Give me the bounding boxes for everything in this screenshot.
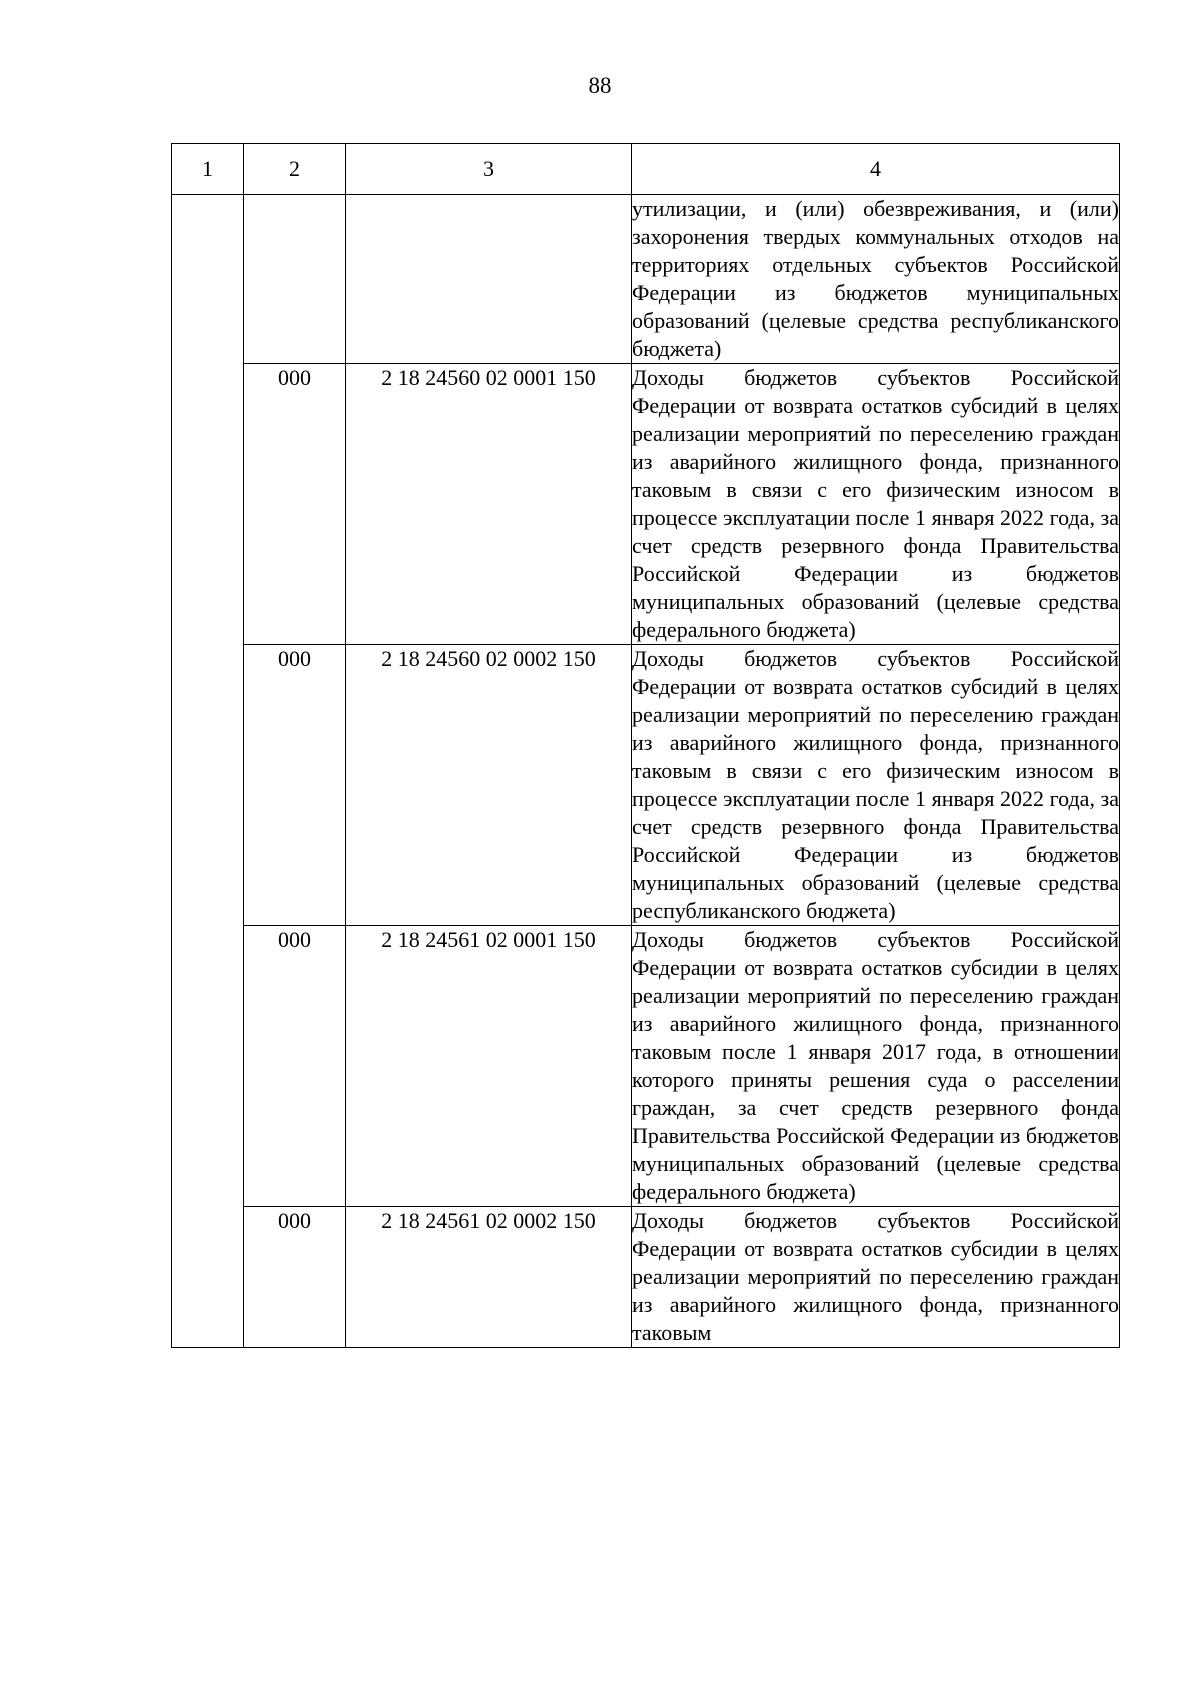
table-row: [172, 195, 1120, 364]
header-row: [172, 144, 1120, 195]
table-row: [172, 364, 1120, 645]
description-cell: Доходы бюджетов субъектов Российской Федерации от возврата остатков субсидий в целях реализации мероприятий по переселению граждан из аварийного жилищного фонда, признанного таковым в связи с его физическим износом в процессе эксплуатации после 1 января 2022 года, за счет средств резервного фонда Правительства Российской Федерации из бюджетов муниципальных образований (целевые средства федерального бюджета): [632, 364, 1120, 645]
header-col-4: 4: [632, 144, 1120, 195]
admin-code-cell: [244, 195, 346, 364]
admin-code-cell: 000: [244, 926, 346, 1207]
income-code-cell: 2 18 24560 02 0001 150: [346, 364, 632, 645]
header-col-3: 3: [346, 144, 632, 195]
description-cell: утилизации, и (или) обезвреживания, и (или) захоронения твердых коммунальных отходов на территориях отдельных субъектов Российской Федерации из бюджетов муниципальных образований (целевые средства республиканского бюджета): [632, 195, 1120, 364]
table-row: [172, 1207, 1120, 1348]
description-cell: Доходы бюджетов субъектов Российской Федерации от возврата остатков субсидий в целях реализации мероприятий по переселению граждан из аварийного жилищного фонда, признанного таковым в связи с его физическим износом в процессе эксплуатации после 1 января 2022 года, за счет средств резервного фонда Правительства Российской Федерации из бюджетов муниципальных образований (целевые средства республиканского бюджета): [632, 645, 1120, 926]
income-code-cell: 2 18 24560 02 0002 150: [346, 645, 632, 926]
income-code-cell: [346, 195, 632, 364]
table-header: [172, 144, 1120, 195]
income-codes-table: [171, 143, 1120, 1348]
description-cell: Доходы бюджетов субъектов Российской Федерации от возврата остатков субсидии в целях реализации мероприятий по переселению граждан из аварийного жилищного фонда, признанного таковым: [632, 1207, 1120, 1348]
page-number: 88: [588, 73, 612, 98]
income-code-cell: 2 18 24561 02 0002 150: [346, 1207, 632, 1348]
group-cell: [172, 195, 244, 1348]
table-row: [172, 645, 1120, 926]
header-col-2: 2: [244, 144, 346, 195]
description-cell: Доходы бюджетов субъектов Российской Федерации от возврата остатков субсидии в целях реализации мероприятий по переселению граждан из аварийного жилищного фонда, признанного таковым после 1 января 2017 года, в отношении которого приняты решения суда о расселении граждан, за счет средств резервного фонда Правительства Российской Федерации из бюджетов муниципальных образований (целевые средства федерального бюджета): [632, 926, 1120, 1207]
admin-code-cell: 000: [244, 364, 346, 645]
admin-code-cell: 000: [244, 645, 346, 926]
header-col-1: 1: [172, 144, 244, 195]
table-body: [172, 195, 1120, 1348]
table-row: [172, 926, 1120, 1207]
admin-code-cell: 000: [244, 1207, 346, 1348]
income-code-cell: 2 18 24561 02 0001 150: [346, 926, 632, 1207]
